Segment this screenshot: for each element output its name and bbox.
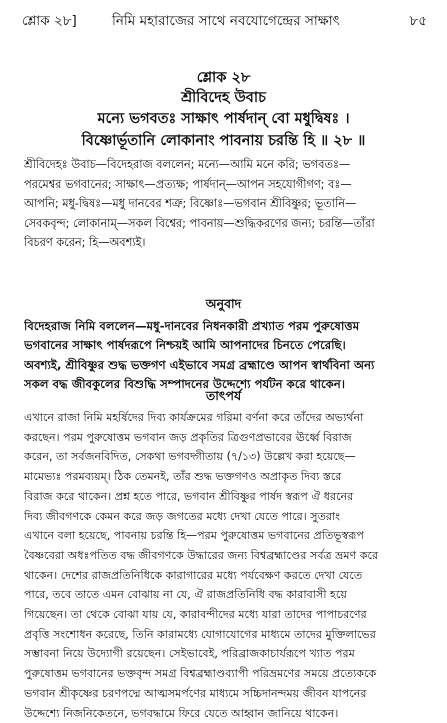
purport-line: দিব্য জীবগণকে কেমন করে জড় জগতের মধ্যে দেখা যেতে পারে। সুতরাং — [24, 509, 340, 523]
purport-line: করেন, তা সর্বজনবিদিত, সেকথা ভগবদ্গীতায় (৭/১৩) উল্লেখ করা হয়েছে— — [24, 450, 356, 464]
translation-paragraph — [24, 317, 427, 395]
translation-line: অবশ্যই, শ্রীবিষ্ণুর শুদ্ধ ভক্তগণ এইভাবে সমগ্র ব্রহ্মাণ্ডে আপন স্বার্থবিনা অন্য — [24, 357, 375, 372]
synonyms-line: আপনি; মধু-দ্বিষঃ—মধু দানবের শত্রু; বিষ্ণোঃ—ভগবান শ্রীবিষ্ণুর; ভূতানি— — [24, 197, 357, 211]
translation-line: বিদেহরাজ নিমি বললেন—মধু-দানবের নিধনকারী প্রখ্যাত পরম পুরুষোত্তম — [24, 319, 360, 333]
purport-line: বিরাজ করে থাকেন। প্রশ্ন হতে পারে, ভগবান শ্রীবিষ্ণুর পার্ষদ স্বরূপ ঐ ধরনের — [24, 489, 354, 503]
synonyms-paragraph — [24, 155, 427, 253]
verse-speaker: শ্রীবিদেহ উবাচ — [181, 90, 266, 106]
synonyms-line: শ্রীবিদেহঃ উবাচ—বিদেহরাজ বললেন; মন্যে—আমি মনে করি; ভগবতঃ— — [24, 158, 351, 171]
verse-number: শ্লোক ২৮ — [196, 70, 251, 86]
header-verse-ref: শ্লোক ২৮] — [22, 13, 77, 29]
page-number: ৮৫ — [409, 13, 427, 29]
purport-paragraph — [24, 408, 427, 723]
translation-line: ভগবানের সাক্ষাৎ পার্ষদরূপে নিশ্চয়ই আমি আপনাদের চিনতে পেরেছি। — [24, 338, 346, 353]
purport-line: এখানে রাজা নিমি মহর্ষিদের দিব্য কার্যক্রমের গরিমা বর্ণনা করে তাঁদের অভ্যর্থনা — [24, 411, 364, 424]
purport-line: বৈষ্ণবেরা অধঃপতিত বদ্ধ জীবগণকে উদ্ধারের জন্য বিশ্বব্রহ্মাণ্ডের সর্বত্র ভ্রমণ করে — [24, 548, 379, 562]
purport-line: থাকেন। দেশের রাজপ্রতিনিধিকে কারাগারের মধ্যে পর্যবেক্ষণ করতে দেখা যেতে — [24, 568, 363, 582]
purport-line: উদ্দেশ্যে নিজনিকেতনে, ভগবদ্ধামে ফিরে যেতে আহ্বান জানিয়ে থাকেন। — [24, 706, 339, 720]
synonyms-line: বিচরণ করেন; হি—অবশ্যই। — [24, 236, 146, 250]
purport-line: গিয়েছেন। তা থেকে বোঝা যায় যে, কারাবন্দীদের মধ্যে যারা তাদের পাপাচরণের — [24, 608, 367, 622]
purport-line: এখানে বলা হয়েছে, পাবনায় চরন্তি হি—পরম পুরুষোত্তম ভগবানের প্রতিভূস্বরূপ — [24, 529, 364, 543]
verse-line: বিষ্ণোর্ভূতানি লোকানাং পাবনায় চরন্তি হি ॥ ২৮ ॥ — [81, 133, 366, 149]
purport-line: পুরুষোত্তম ভগবানের ভক্তবৃন্দ সমগ্র বিশ্বব্রহ্মাণ্ডব্যাপী পরিভ্রমণের সময়ে প্রত্যেককে — [24, 667, 377, 681]
purport-heading: তাৎপর্য — [205, 388, 242, 403]
translation-line: সকল বদ্ধ জীবকুলের বিশুদ্ধি সম্পাদনের উদ্দেশ্যে পর্যটন করে থাকেন। — [24, 377, 346, 392]
purport-line: পারে, তবে তাতে এমন বোঝায় না যে, ঐ রাজপ্রতিনিধি বদ্ধ কারাবাসী হয়ে — [24, 588, 347, 602]
verse-line: মন্যে ভগবতঃ সাক্ষাৎ পার্ষদান্ বো মধুদ্বিষঃ । — [97, 111, 350, 127]
purport-line: ভগবান শ্রীকৃষ্ণের চরণপদ্মে আত্মসমর্পণের মাধ্যমে সচ্চিদানন্দময় জীবন যাপনের — [24, 686, 367, 700]
purport-line: মামেভ্যঃ পরমব্যয়ম্। ঠিক তেমনই, তাঁর শুদ্ধ ভক্তগণও অপ্রাকৃত দিব্য স্তরে — [24, 470, 342, 484]
purport-line: সম্ভাবনা নিয়ে উদ্যোগী রয়েছেন। সেইভাবেই, পরিব্রাজকাচার্যরূপে খ্যাত পরম — [24, 647, 355, 661]
translation-heading: অনুবাদ — [205, 296, 242, 311]
purport-line: প্রবৃত্তি সংশোধন করেছে, তিনি কারামধ্যে যোগাযোগের মাধ্যমে তাদের মুক্তিলাভের — [24, 627, 376, 641]
synonyms-line: সেবকবৃন্দ; লোকানাম্—সকল বিশ্বের; পাবনায়—শুদ্ধিকরণের জন্য; চরন্তি—তাঁরা — [24, 216, 375, 230]
synonyms-line: পরমেশ্বর ভগবানের; সাক্ষাৎ—প্রত্যক্ষ; পার্ষদান্—আপন সহযোগীগণ; বঃ— — [24, 177, 352, 191]
header-chapter-title: নিমি মহারাজের সাথে নবযোগেন্দ্রের সাক্ষাৎ — [112, 13, 340, 29]
page-header — [22, 8, 427, 30]
purport-line: করছেন। পরম পুরুষোত্তম ভগবান জড় প্রকৃতির ত্রিগুণপ্রভাবের ঊর্ধ্বে বিরাজ — [24, 430, 352, 444]
verse-block — [20, 68, 427, 152]
